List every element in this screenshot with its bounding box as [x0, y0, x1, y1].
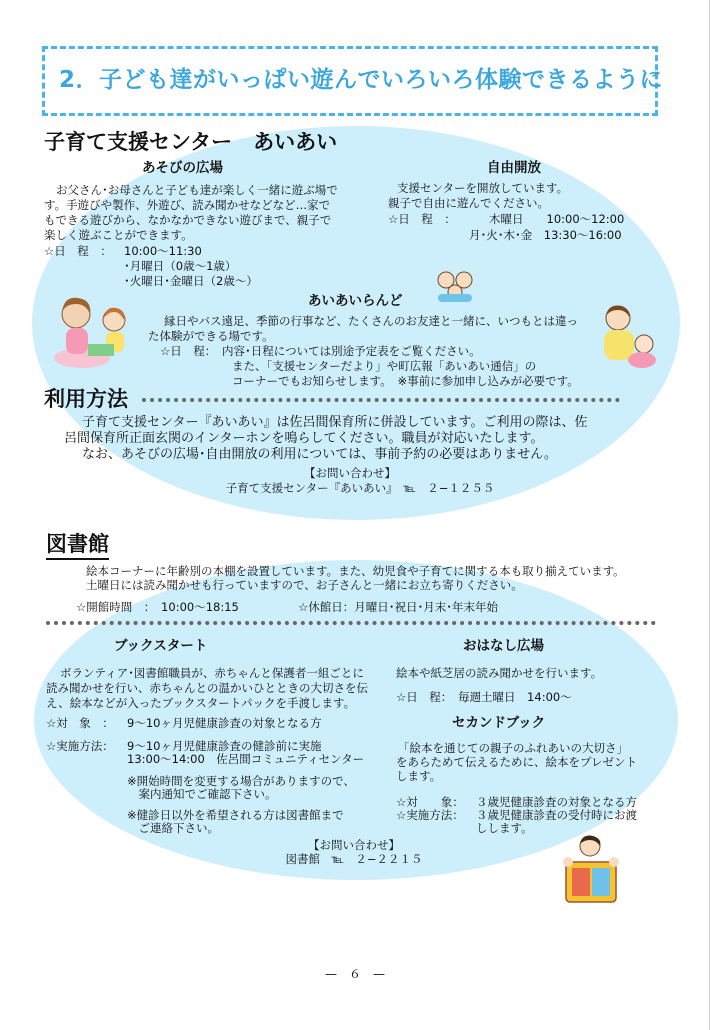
land-line-1: 縁日やバス遠足、季節の行事など、たくさんのお友達と一緒に、いつもとは違っ: [164, 314, 578, 328]
land-title: あいあいらんど: [308, 293, 403, 309]
asobi-schedule-1: 10:00～11:30: [124, 244, 202, 258]
second-line-2: をあらためて伝えるために、絵本をプレゼント: [396, 755, 638, 769]
asobi-line-4: 楽しく遊ぶことができます。: [44, 228, 193, 242]
mother-child-illustration: [52, 292, 138, 370]
aiai-title: 子育て支援センター あいあい: [44, 130, 338, 154]
library-contact: 図書館 ℡ ２−２２１５: [285, 852, 423, 866]
jiyu-schedule-1: 木曜日 10:00～12:00: [489, 212, 625, 226]
asobi-line-1: お父さん･お母さんと子ども達が楽しく一緒に遊ぶ場で: [56, 183, 338, 197]
family-icon: [434, 268, 476, 304]
usage-line-3: なお、あそびの広場･自由開放の利用については、事前予約の必要はありません。: [82, 447, 558, 462]
second-method-1: ３歳児健康診査の受付時にお渡: [476, 808, 637, 822]
bookstart-line-1: ボランティア･図書館職員が、赤ちゃんと保護者一組ごとに: [60, 666, 364, 680]
jiyu-title: 自由開放: [487, 160, 541, 176]
aiai-contact: 子育て支援センター『あいあい』 ℡ ２−１２５５: [225, 481, 495, 495]
land-line-5: コーナーでもお知らせします。 ※事前に参加申し込みが必要です。: [232, 374, 579, 388]
asobi-schedule-3: ･火曜日･金曜日（2歳～）: [124, 274, 258, 288]
library-line-1: 絵本コーナーに年齢別の本棚を設置しています。また、幼児食や子育てに関する本も取り揃えています。: [86, 564, 625, 578]
bookstart-note-3: ※健診日以外を希望される方は図書館まで: [127, 808, 344, 822]
jiyu-line-1: 支援センターを開放しています。: [397, 181, 569, 195]
usage-line-1: 子育て支援センター『あいあい』は佐呂間保育所に併設しています。ご利用の際は、佐: [82, 415, 588, 430]
second-method-2: しします。: [476, 821, 533, 835]
bookstart-method-1: 9～10ヶ月児健康診査の健診前に実施: [127, 739, 322, 753]
library-dotted-rule: [46, 621, 656, 625]
library-title: 図書館: [46, 528, 109, 560]
second-line-3: します。: [396, 769, 442, 783]
parent-baby-illustration: [590, 300, 662, 372]
bookstart-line-2: 読み聞かせを行い、赤ちゃんとの温かいひとときの大切さを伝: [46, 681, 368, 695]
asobi-line-2: す。手遊びや製作、外遊び、読み聞かせなどなど…家で: [44, 198, 331, 212]
page-number: — ６ —: [324, 967, 385, 981]
second-line-1: 「絵本を通じての親子のふれあいの大切さ」: [398, 741, 628, 755]
land-line-3: ☆日 程： 内容･日程については別途予定表をご覧ください。: [160, 344, 481, 358]
ohanashi-line: 絵本や紙芝居の読み聞かせを行います。: [396, 666, 603, 680]
second-title: セカンドブック: [452, 715, 546, 731]
ohanashi-title: おはなし広場: [463, 638, 544, 654]
bookstart-note-2: 案内通知でご確認下さい。: [127, 787, 277, 801]
asobi-title: あそびの広場: [142, 160, 223, 176]
usage-line-2: 呂間保育所正面玄関のインターホンを鳴らしてください。職員が対応いたします。: [64, 431, 544, 446]
bookstart-title: ブックスタート: [114, 638, 208, 654]
library-closed: ☆休館日：月曜日･祝日･月末･年末年始: [298, 600, 499, 614]
asobi-line-3: もできる遊びから、なかなかできない遊びまで、親子で: [44, 213, 332, 227]
aiai-contact-label: 【お問い合わせ】: [304, 466, 396, 480]
section-heading-box: [42, 46, 664, 116]
ohanashi-schedule: ☆日 程： 毎週土曜日 14:00～: [396, 690, 572, 704]
land-line-4: また、「支援センターだより」や町広報「あいあい通信」の: [232, 359, 537, 373]
second-method-label: ☆実施方法：: [396, 808, 464, 822]
children-reading-illustration: [558, 832, 624, 906]
bookstart-target: 9～10ヶ月児健康診査の対象となる方: [127, 716, 322, 730]
jiyu-schedule-label: ☆日 程 ：: [388, 212, 456, 226]
bookstart-note-4: ご連絡下さい。: [127, 821, 219, 835]
second-target: ３歳児健康診査の対象となる方: [476, 795, 637, 809]
bookstart-target-label: ☆対 象 ：: [46, 716, 114, 730]
asobi-schedule-2: ･月曜日（0歳～1歳）: [124, 259, 237, 273]
asobi-schedule-label: ☆日 程 ：: [44, 244, 112, 258]
library-hours: ☆開館時間 ： 10:00～18:15: [76, 600, 239, 614]
bookstart-method-2: 13:00～14:00 佐呂間コミュニティセンター: [127, 752, 365, 766]
library-contact-label: 【お問い合わせ】: [308, 838, 400, 852]
jiyu-schedule-2: 月･火･木･金 13:30～16:00: [469, 228, 622, 242]
library-line-2: 土曜日には読み聞かせも行っていますので、お子さんと一緒にお立ち寄りください。: [86, 578, 523, 592]
section-heading: 2．子ども達がいっぱい遊んでいろいろ体験できるように: [59, 67, 664, 93]
jiyu-line-2: 親子で自由に遊んでください。: [388, 196, 549, 210]
usage-dotted-rule: [142, 398, 620, 402]
bookstart-note-1: ※開始時間を変更する場合がありますので、: [127, 774, 355, 788]
bookstart-line-3: え、絵本などが入ったブックスタートパックを手渡します。: [46, 696, 356, 710]
usage-title: 利用方法: [44, 387, 128, 411]
second-target-label: ☆対 象：: [396, 795, 464, 809]
land-line-2: た体験ができる場です。: [148, 329, 274, 343]
bookstart-method-label: ☆実施方法：: [46, 739, 114, 753]
